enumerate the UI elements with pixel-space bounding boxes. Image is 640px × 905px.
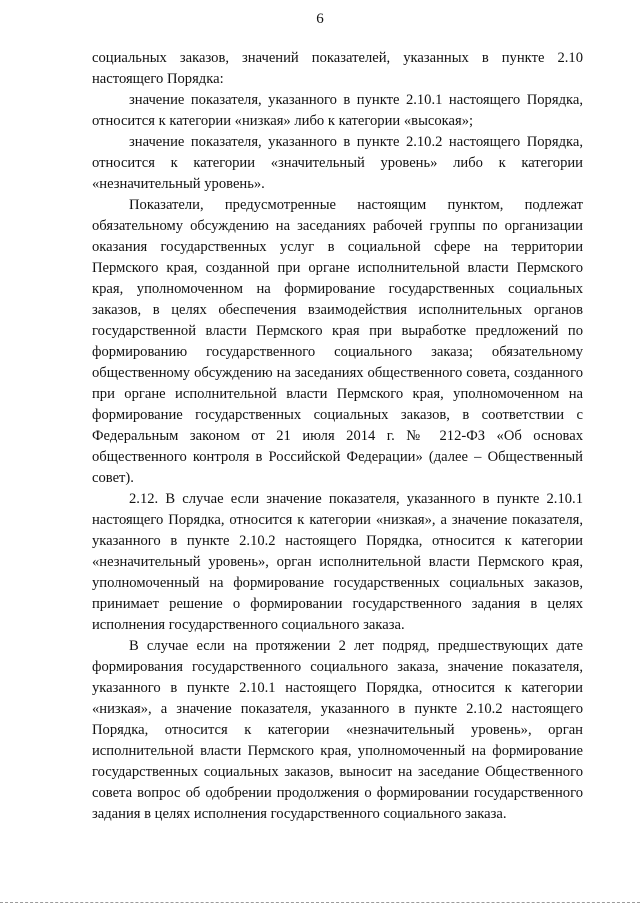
page-number: 6 — [316, 11, 324, 27]
paragraph-continuation: социальных заказов, значений показателей, указанных в пункте 2.10 настоящего Порядка: — [92, 50, 583, 87]
paragraph-indicator-2-10-2: значение показателя, указанного в пункте 2.10.2 настоящего Порядка, относится к категории «значительный уровень» либо к категории «незначительный уровень». — [92, 134, 583, 192]
document-body — [92, 48, 583, 825]
scan-bottom-edge — [0, 902, 640, 903]
paragraph-clause-2-12: 2.12. В случае если значение показателя, указанного в пункте 2.10.1 настоящего Порядка, относится к категории «низкая», а значение показателя, указанного в пункте 2.10.2 настоящего Порядка, относится к категории «незначительный уровень», орган исполнительной власти Пермского края, уполномоченный на формирование государственных социальных заказов, принимает решение о формировании государственного задания в целях исполнения государственного социального заказа. — [92, 491, 583, 633]
paragraph-indicators-discussion: Показатели, предусмотренные настоящим пунктом, подлежат обязательному обсуждению на заседаниях рабочей группы по организации оказания государственных услуг в социальной сфере на территории Пермского края, созданной при органе исполнительной власти Пермского края, уполномоченном на формирование государственных социальных заказов, в целях обеспечения взаимодействия исполнительных органов государственной власти Пермского края при выработке предложений по формированию государственного социального заказа; обязательному общественному обсуждению на заседаниях общественного совета, созданного при органе исполнительной власти Пермского края, уполномоченном на формирование государственных социальных заказов, в соответствии с Федеральным законом от 21 июля 2014 г. № 212-ФЗ «Об основах общественного контроля в Российской Федерации» (далее – Общественный совет). — [92, 197, 583, 486]
paragraph-indicator-2-10-1: значение показателя, указанного в пункте 2.10.1 настоящего Порядка, относится к категории «низкая» либо к категории «высокая»; — [92, 92, 583, 129]
paragraph-two-years-case: В случае если на протяжении 2 лет подряд, предшествующих дате формирования государственного социального заказа, значение показателя, указанного в пункте 2.10.1 настоящего Порядка, относится к категории «низкая», а значение показателя, указанного в пункте 2.10.2 настоящего Порядка, относится к категории «незначительный уровень», орган исполнительной власти Пермского края, уполномоченный на формирование государственных социальных заказов, выносит на заседание Общественного совета вопрос об одобрении продолжения о формировании государственного задания в целях исполнения государственного социального заказа. — [92, 638, 583, 822]
